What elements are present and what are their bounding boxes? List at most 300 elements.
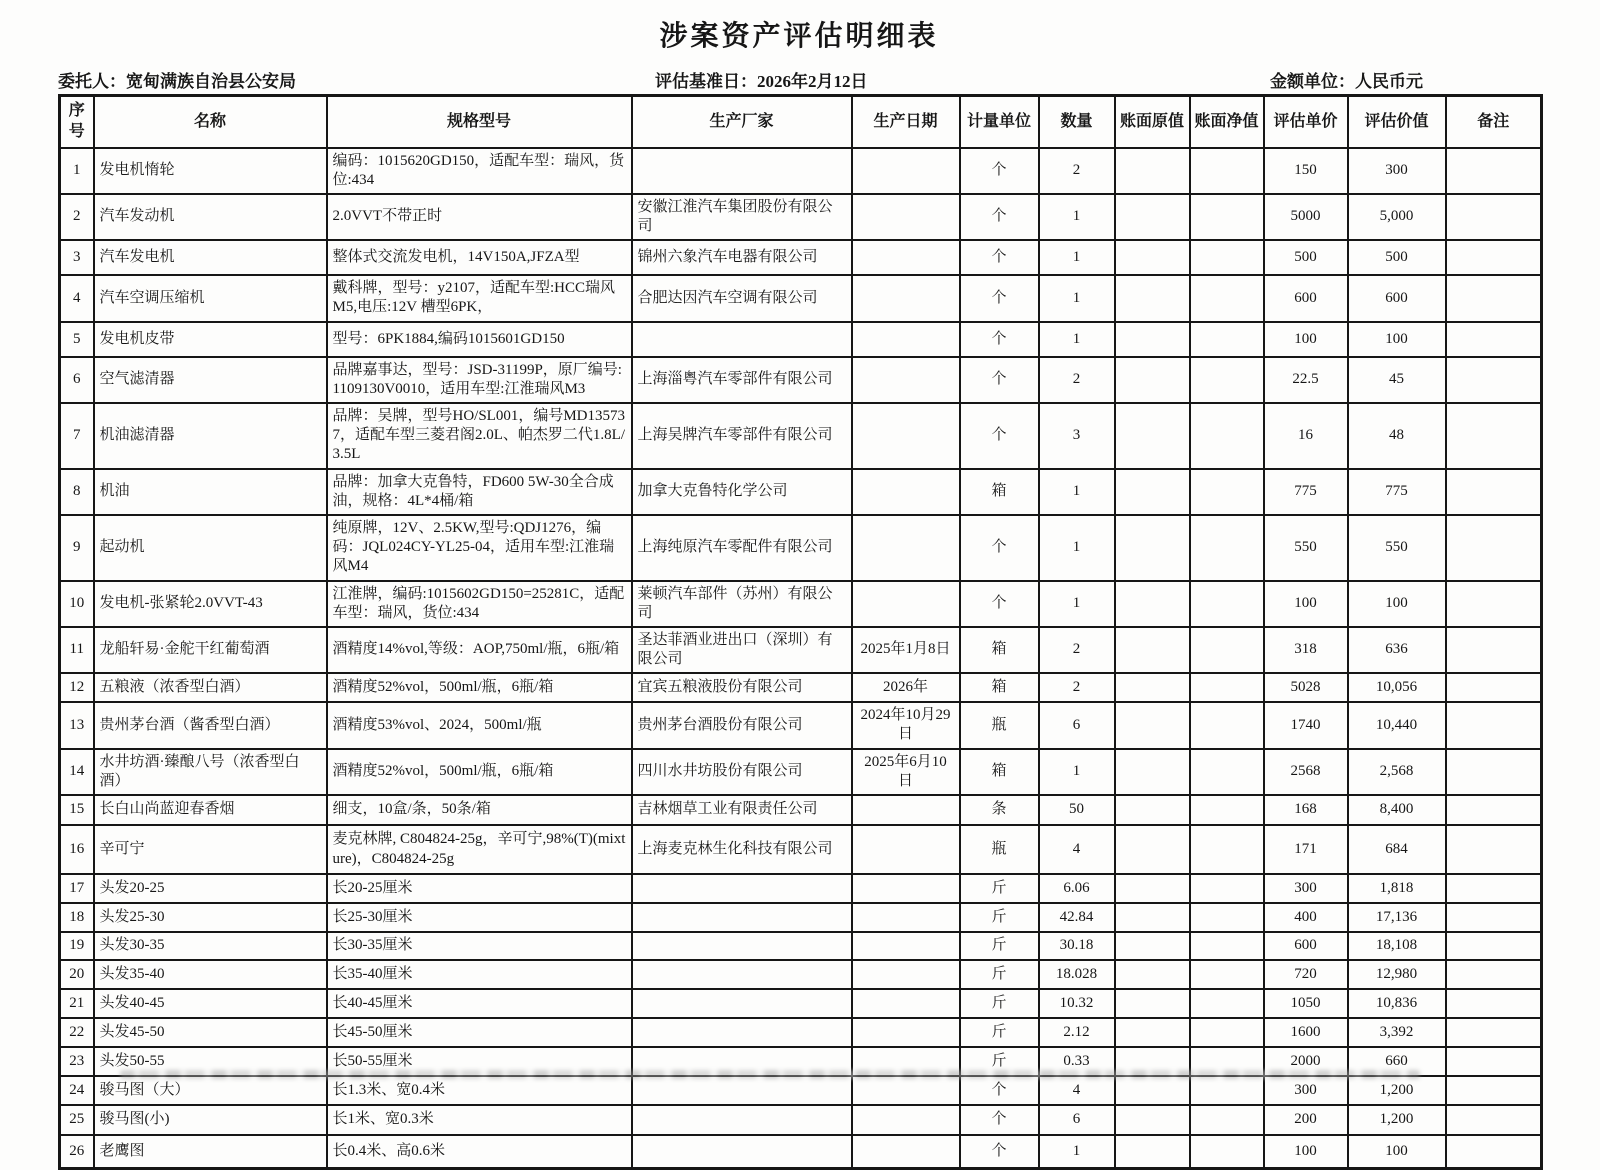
cell: 17,136	[1348, 903, 1446, 932]
cell	[1190, 357, 1264, 403]
cell	[1115, 673, 1190, 702]
cell	[852, 903, 960, 932]
cell	[1190, 702, 1264, 748]
table-row	[60, 515, 1542, 581]
cell	[1115, 357, 1190, 403]
cell: 个	[960, 581, 1039, 627]
cell: 汽车发电机	[94, 240, 327, 275]
cell: 2	[1039, 148, 1115, 194]
page-title: 涉案资产评估明细表	[659, 21, 939, 52]
cell: 酒精度53%vol、2024，500ml/瓶	[327, 702, 632, 748]
cell: 老鹰图	[94, 1135, 327, 1168]
cell: 0.33	[1039, 1047, 1115, 1076]
cell	[1446, 581, 1542, 627]
cell: 头发35-40	[94, 960, 327, 989]
cell: 莱顿汽车部件（苏州）有限公司	[632, 581, 852, 627]
cell	[1115, 515, 1190, 581]
table-row	[60, 1135, 1542, 1168]
cell: 48	[1348, 403, 1446, 469]
cell	[852, 1135, 960, 1168]
cell: 上海纯原汽车零配件有限公司	[632, 515, 852, 581]
cell: 头发30-35	[94, 932, 327, 960]
column-header: 账面原值	[1115, 96, 1190, 148]
table-row	[60, 581, 1542, 627]
cell: 1,200	[1348, 1105, 1446, 1135]
cell: 300	[1264, 874, 1348, 903]
cell: 斤	[960, 1018, 1039, 1047]
cell: 4	[1039, 1076, 1115, 1105]
cell	[852, 403, 960, 469]
cell: 整体式交流发电机，14V150A,JFZA型	[327, 240, 632, 275]
cell: 5028	[1264, 673, 1348, 702]
cell	[1115, 275, 1190, 321]
cell: 箱	[960, 673, 1039, 702]
cell	[852, 322, 960, 357]
cell: 麦克林牌, C804824-25g，辛可宁,98%(T)(mixture)，C804824-25g	[327, 825, 632, 874]
cell	[632, 932, 852, 960]
cell: 戴科牌，型号：y2107，适配车型:HCC瑞风M5,电压:12V 槽型6PK，	[327, 275, 632, 321]
cell	[1446, 702, 1542, 748]
cell	[1115, 903, 1190, 932]
cell: 长20-25厘米	[327, 874, 632, 903]
cell	[1446, 795, 1542, 825]
cell: 2000	[1264, 1047, 1348, 1076]
cell: 9	[60, 515, 94, 581]
cell: 汽车发动机	[94, 194, 327, 240]
cell: 100	[1264, 322, 1348, 357]
cell: 300	[1264, 1076, 1348, 1105]
cell: 1	[1039, 194, 1115, 240]
cell: 宜宾五粮液股份有限公司	[632, 673, 852, 702]
cell	[1115, 1105, 1190, 1135]
cell: 安徽江淮汽车集团股份有限公司	[632, 194, 852, 240]
cell	[1446, 240, 1542, 275]
cell	[1115, 1076, 1190, 1105]
cell	[1446, 403, 1542, 469]
cell: 机油	[94, 469, 327, 515]
cell: 400	[1264, 903, 1348, 932]
table-row	[60, 825, 1542, 874]
cell: 个	[960, 275, 1039, 321]
cell: 550	[1348, 515, 1446, 581]
cell: 6	[1039, 702, 1115, 748]
cell: 100	[1264, 1135, 1348, 1168]
cell: 个	[960, 322, 1039, 357]
cell: 24	[60, 1076, 94, 1105]
column-header: 生产厂家	[632, 96, 852, 148]
cell	[852, 1105, 960, 1135]
cell: 斤	[960, 874, 1039, 903]
cell: 上海淄粤汽车零部件有限公司	[632, 357, 852, 403]
table-row	[60, 194, 1542, 240]
cell	[1446, 627, 1542, 673]
cell: 10	[60, 581, 94, 627]
cell: 636	[1348, 627, 1446, 673]
cell: 机油滤清器	[94, 403, 327, 469]
cell: 酒精度52%vol，500ml/瓶，6瓶/箱	[327, 673, 632, 702]
cell: 12,980	[1348, 960, 1446, 989]
cell	[632, 874, 852, 903]
cell: 1050	[1264, 989, 1348, 1018]
cell: 头发25-30	[94, 903, 327, 932]
cell	[852, 515, 960, 581]
cell	[1446, 989, 1542, 1018]
cell: 150	[1264, 148, 1348, 194]
cell: 2	[1039, 627, 1115, 673]
cell: 型号：6PK1884,编码1015601GD150	[327, 322, 632, 357]
cell: 长35-40厘米	[327, 960, 632, 989]
cell: 长0.4米、高0.6米	[327, 1135, 632, 1168]
table-row	[60, 874, 1542, 903]
cell: 汽车空调压缩机	[94, 275, 327, 321]
cell: 辛可宁	[94, 825, 327, 874]
cell: 50	[1039, 795, 1115, 825]
cell	[1115, 874, 1190, 903]
cell	[1190, 469, 1264, 515]
cell: 775	[1348, 469, 1446, 515]
cell: 26	[60, 1135, 94, 1168]
cell: 775	[1264, 469, 1348, 515]
cell: 2025年1月8日	[852, 627, 960, 673]
client-label: 委托人：宽甸满族自治县公安局	[58, 72, 296, 91]
cell: 10,056	[1348, 673, 1446, 702]
cell	[1115, 194, 1190, 240]
cell: 16	[60, 825, 94, 874]
cell: 条	[960, 795, 1039, 825]
column-header: 备注	[1446, 96, 1542, 148]
cell: 头发20-25	[94, 874, 327, 903]
cell: 13	[60, 702, 94, 748]
cell: 细支，10盒/条，50条/箱	[327, 795, 632, 825]
cell: 100	[1348, 581, 1446, 627]
cell: 长25-30厘米	[327, 903, 632, 932]
cell: 1	[1039, 275, 1115, 321]
cell	[1115, 1018, 1190, 1047]
cell	[632, 1076, 852, 1105]
cell	[1190, 148, 1264, 194]
cell	[1446, 1076, 1542, 1105]
cell	[1446, 515, 1542, 581]
cell	[1115, 322, 1190, 357]
cell	[1446, 960, 1542, 989]
cell	[1446, 194, 1542, 240]
cell: 168	[1264, 795, 1348, 825]
cell	[1190, 581, 1264, 627]
cell: 11	[60, 627, 94, 673]
table-row	[60, 749, 1542, 795]
cell: 6	[1039, 1105, 1115, 1135]
cell	[1115, 960, 1190, 989]
cell: 酒精度52%vol，500ml/瓶，6瓶/箱	[327, 749, 632, 795]
cell	[1115, 825, 1190, 874]
table-row	[60, 1076, 1542, 1105]
cell	[1190, 1018, 1264, 1047]
cell: 箱	[960, 469, 1039, 515]
cell	[632, 1018, 852, 1047]
cell	[1446, 903, 1542, 932]
cell: 2.12	[1039, 1018, 1115, 1047]
cell: 8	[60, 469, 94, 515]
column-header: 评估价值	[1348, 96, 1446, 148]
cell	[1190, 1105, 1264, 1135]
cell: 1	[1039, 581, 1115, 627]
cell: 空气滤清器	[94, 357, 327, 403]
cell: 23	[60, 1047, 94, 1076]
cell: 21	[60, 989, 94, 1018]
asset-valuation-table	[58, 94, 1543, 1170]
cell: 1	[1039, 322, 1115, 357]
cell	[852, 825, 960, 874]
table-row	[60, 1018, 1542, 1047]
cell: 个	[960, 1105, 1039, 1135]
cell: 1740	[1264, 702, 1348, 748]
cell	[1446, 148, 1542, 194]
cell: 22.5	[1264, 357, 1348, 403]
cell: 吉林烟草工业有限责任公司	[632, 795, 852, 825]
cell: 5000	[1264, 194, 1348, 240]
cell: 锦州六象汽车电器有限公司	[632, 240, 852, 275]
cell	[1115, 469, 1190, 515]
cell	[852, 989, 960, 1018]
column-header: 序号	[60, 96, 94, 148]
cell: 1	[60, 148, 94, 194]
column-header: 账面净值	[1190, 96, 1264, 148]
cell: 发电机惰轮	[94, 148, 327, 194]
cell: 2	[60, 194, 94, 240]
cell	[1190, 903, 1264, 932]
cell	[1446, 275, 1542, 321]
cell	[1115, 240, 1190, 275]
cell: 100	[1348, 1135, 1446, 1168]
cell: 600	[1348, 275, 1446, 321]
cell: 8,400	[1348, 795, 1446, 825]
cell	[852, 932, 960, 960]
cell: 斤	[960, 960, 1039, 989]
cell	[1115, 1135, 1190, 1168]
cell	[1446, 673, 1542, 702]
cell: 2	[1039, 673, 1115, 702]
cell	[1190, 825, 1264, 874]
cell: 骏马图(小)	[94, 1105, 327, 1135]
cell: 瓶	[960, 825, 1039, 874]
cell	[1446, 749, 1542, 795]
cell: 长1米、宽0.3米	[327, 1105, 632, 1135]
table-row	[60, 322, 1542, 357]
cell: 个	[960, 148, 1039, 194]
cell	[1446, 874, 1542, 903]
table-row	[60, 960, 1542, 989]
cell: 1600	[1264, 1018, 1348, 1047]
table-row	[60, 148, 1542, 194]
cell	[852, 1018, 960, 1047]
cell: 龙船轩易·金舵干红葡萄酒	[94, 627, 327, 673]
cell	[1190, 322, 1264, 357]
cell	[1190, 1076, 1264, 1105]
cell	[1446, 1105, 1542, 1135]
cell: 1,818	[1348, 874, 1446, 903]
column-header: 计量单位	[960, 96, 1039, 148]
cell	[1190, 627, 1264, 673]
cell: 100	[1264, 581, 1348, 627]
table-row	[60, 240, 1542, 275]
cell	[1190, 275, 1264, 321]
cell	[1190, 673, 1264, 702]
table-row	[60, 469, 1542, 515]
cell: 6.06	[1039, 874, 1115, 903]
column-header: 规格型号	[327, 96, 632, 148]
column-header: 评估单价	[1264, 96, 1348, 148]
cell: 22	[60, 1018, 94, 1047]
cell	[1190, 240, 1264, 275]
cell: 3	[60, 240, 94, 275]
cell: 个	[960, 357, 1039, 403]
cell	[852, 148, 960, 194]
cell	[1190, 515, 1264, 581]
cell: 骏马图（大）	[94, 1076, 327, 1105]
cell	[1446, 825, 1542, 874]
cell	[1190, 795, 1264, 825]
cell	[1190, 874, 1264, 903]
cell	[1115, 581, 1190, 627]
cell: 600	[1264, 932, 1348, 960]
cell: 500	[1264, 240, 1348, 275]
cell: 贵州茅台酒股份有限公司	[632, 702, 852, 748]
cell: 318	[1264, 627, 1348, 673]
cell: 18	[60, 903, 94, 932]
cell: 长40-45厘米	[327, 989, 632, 1018]
cell: 5	[60, 322, 94, 357]
cell	[632, 148, 852, 194]
cell	[852, 581, 960, 627]
header-row	[60, 96, 1542, 148]
cell: 斤	[960, 989, 1039, 1018]
cell: 个	[960, 1135, 1039, 1168]
column-header: 数量	[1039, 96, 1115, 148]
cell	[852, 194, 960, 240]
cell	[1115, 702, 1190, 748]
cell: 1	[1039, 749, 1115, 795]
cell	[1446, 1135, 1542, 1168]
cell: 贵州茅台酒（酱香型白酒）	[94, 702, 327, 748]
cell: 15	[60, 795, 94, 825]
cell: 720	[1264, 960, 1348, 989]
cell: 10.32	[1039, 989, 1115, 1018]
cell: 1,200	[1348, 1076, 1446, 1105]
cell: 箱	[960, 749, 1039, 795]
cell: 个	[960, 403, 1039, 469]
cell: 个	[960, 194, 1039, 240]
cell: 30.18	[1039, 932, 1115, 960]
cell	[1190, 194, 1264, 240]
cell: 发电机皮带	[94, 322, 327, 357]
cell	[852, 240, 960, 275]
cell: 500	[1348, 240, 1446, 275]
cell: 4	[60, 275, 94, 321]
cell: 斤	[960, 903, 1039, 932]
cell: 加拿大克鲁特化学公司	[632, 469, 852, 515]
cell	[632, 960, 852, 989]
cell: 长白山尚蓝迎春香烟	[94, 795, 327, 825]
cell: 3,392	[1348, 1018, 1446, 1047]
cell	[1446, 357, 1542, 403]
cell: 600	[1264, 275, 1348, 321]
cell	[1115, 148, 1190, 194]
cell	[632, 1135, 852, 1168]
cell: 上海吴牌汽车零部件有限公司	[632, 403, 852, 469]
cell	[1446, 932, 1542, 960]
cell: 10,440	[1348, 702, 1446, 748]
cell: 45	[1348, 357, 1446, 403]
table-row	[60, 702, 1542, 748]
table-row	[60, 1105, 1542, 1135]
cell: 17	[60, 874, 94, 903]
cell: 斤	[960, 1047, 1039, 1076]
cell: 长1.3米、宽0.4米	[327, 1076, 632, 1105]
cell	[852, 795, 960, 825]
cell: 长30-35厘米	[327, 932, 632, 960]
cell	[1446, 469, 1542, 515]
cell: 头发40-45	[94, 989, 327, 1018]
table-row	[60, 275, 1542, 321]
meta-row	[58, 68, 1540, 94]
cell: 江淮牌，编码:1015602GD150=25281C，适配车型：瑞风，货位:434	[327, 581, 632, 627]
table-header	[60, 96, 1542, 148]
cell: 头发50-55	[94, 1047, 327, 1076]
cell: 个	[960, 1076, 1039, 1105]
cell: 42.84	[1039, 903, 1115, 932]
cell: 2024年10月29日	[852, 702, 960, 748]
cell: 2026年	[852, 673, 960, 702]
cutoff-row-artifact	[120, 1070, 1420, 1079]
cell: 171	[1264, 825, 1348, 874]
cell	[1190, 1135, 1264, 1168]
cell: 20	[60, 960, 94, 989]
table-row	[60, 989, 1542, 1018]
cell: 长50-55厘米	[327, 1047, 632, 1076]
cell: 2.0VVT不带正时	[327, 194, 632, 240]
cell	[1190, 749, 1264, 795]
cell	[1190, 932, 1264, 960]
cell: 斤	[960, 932, 1039, 960]
currency-unit-label: 金额单位：人民币元	[1270, 72, 1423, 91]
cell	[1190, 960, 1264, 989]
cell	[632, 989, 852, 1018]
cell: 10,836	[1348, 989, 1446, 1018]
cell	[1115, 795, 1190, 825]
table-body	[60, 148, 1542, 1169]
cell: 合肥达因汽车空调有限公司	[632, 275, 852, 321]
cell: 品牌：加拿大克鲁特，FD600 5W-30全合成油，规格：4L*4桶/箱	[327, 469, 632, 515]
cell: 个	[960, 515, 1039, 581]
cell: 1	[1039, 1135, 1115, 1168]
cell	[852, 874, 960, 903]
cell: 2,568	[1348, 749, 1446, 795]
cell: 1	[1039, 469, 1115, 515]
cell: 1	[1039, 515, 1115, 581]
cell: 12	[60, 673, 94, 702]
cell: 18,108	[1348, 932, 1446, 960]
cell	[1446, 322, 1542, 357]
cell: 瓶	[960, 702, 1039, 748]
cell: 起动机	[94, 515, 327, 581]
cell: 1	[1039, 240, 1115, 275]
cell: 550	[1264, 515, 1348, 581]
cell: 四川水井坊股份有限公司	[632, 749, 852, 795]
cell: 圣达菲酒业进出口（深圳）有限公司	[632, 627, 852, 673]
cell: 个	[960, 240, 1039, 275]
cell: 2	[1039, 357, 1115, 403]
cell	[1190, 989, 1264, 1018]
